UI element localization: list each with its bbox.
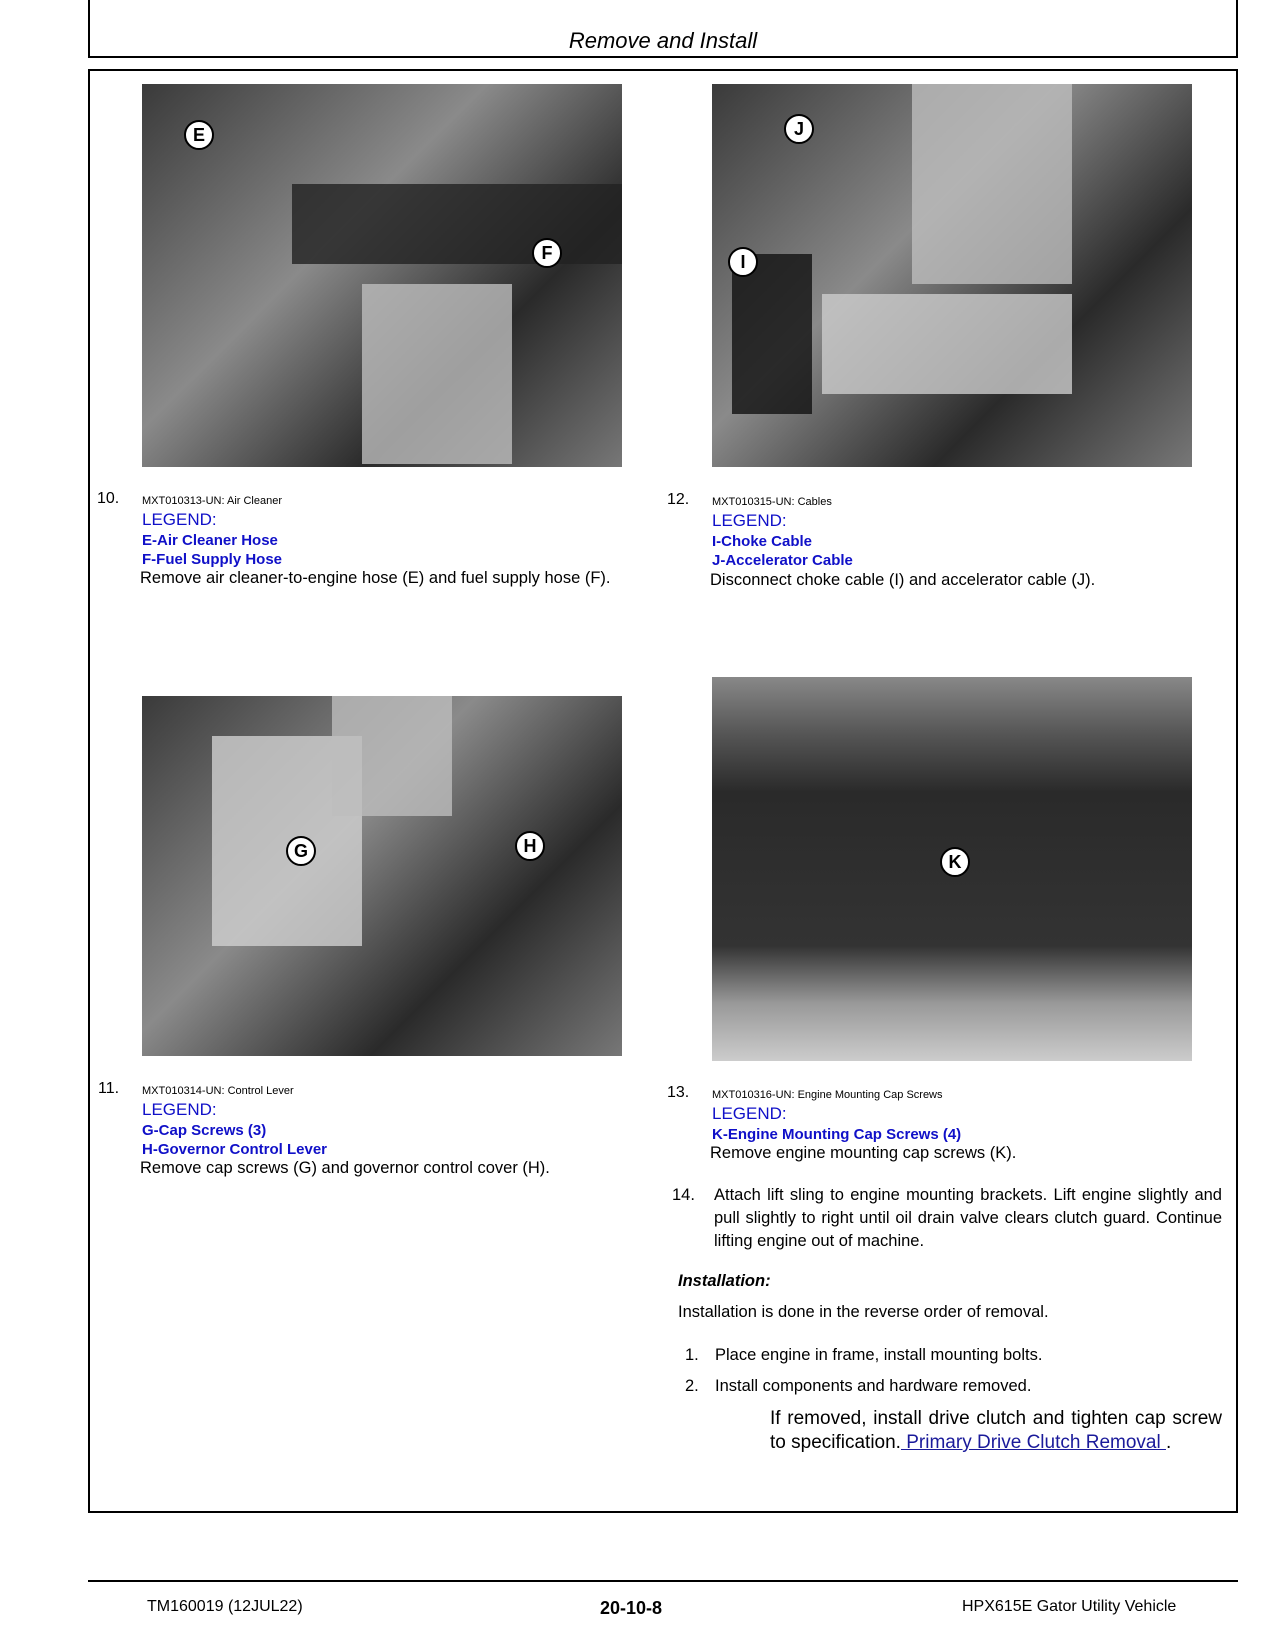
photo-air-cleaner bbox=[142, 84, 622, 467]
callout-k: K bbox=[940, 847, 970, 877]
page-title: Remove and Install bbox=[568, 28, 758, 53]
legend-item: E-Air Cleaner Hose bbox=[142, 532, 278, 549]
figure-caption: MXT010315-UN: Cables bbox=[712, 496, 832, 508]
step-text: Disconnect choke cable (I) and accelerator cable (J). bbox=[710, 571, 1096, 589]
callout-j: J bbox=[784, 114, 814, 144]
header-box bbox=[88, 0, 1238, 58]
primary-drive-clutch-link[interactable]: Primary Drive Clutch Removal bbox=[900, 1432, 1166, 1453]
callout-h: H bbox=[515, 831, 545, 861]
footer-product: HPX615E Gator Utility Vehicle bbox=[962, 1598, 1177, 1615]
legend-title: LEGEND: bbox=[142, 510, 217, 529]
list-number: 1. bbox=[685, 1346, 699, 1364]
legend-item: K-Engine Mounting Cap Screws (4) bbox=[712, 1126, 962, 1143]
installation-intro: Installation is done in the reverse order of removal. bbox=[678, 1303, 1049, 1321]
note-end: . bbox=[1165, 1432, 1172, 1453]
step-text: Remove air cleaner-to-engine hose (E) and fuel supply hose (F). bbox=[140, 569, 611, 587]
footer-page-number: 20-10-8 bbox=[600, 1598, 663, 1618]
legend-title: LEGEND: bbox=[712, 511, 787, 530]
note-text: If removed, install drive clutch and tighten cap screw to specification. bbox=[770, 1408, 1222, 1453]
callout-e: E bbox=[184, 120, 214, 150]
step-number: 12. bbox=[667, 491, 690, 508]
photo-cables bbox=[712, 84, 1192, 467]
step-number: 13. bbox=[667, 1084, 690, 1101]
installation-heading: Installation: bbox=[678, 1272, 771, 1290]
callout-i: I bbox=[728, 247, 758, 277]
legend-item: G-Cap Screws (3) bbox=[142, 1122, 267, 1139]
step-number: 14. bbox=[672, 1186, 695, 1204]
legend-title: LEGEND: bbox=[712, 1104, 787, 1123]
photo-mounting-cap-screws bbox=[712, 677, 1192, 1061]
figure-caption: MXT010313-UN: Air Cleaner bbox=[142, 495, 283, 507]
list-item: Install components and hardware removed. bbox=[715, 1377, 1032, 1395]
photo-control-lever bbox=[142, 696, 622, 1056]
legend-item: H-Governor Control Lever bbox=[142, 1141, 328, 1158]
step-text: Attach lift sling to engine mounting brackets. Lift engine slightly and pull slightly to right until oil drain valve clears clutch guard. Continue lifting engine out of machine. bbox=[714, 1186, 1222, 1250]
callout-g: G bbox=[286, 836, 316, 866]
legend-item: I-Choke Cable bbox=[712, 533, 813, 550]
list-item: Place engine in frame, install mounting bolts. bbox=[715, 1346, 1043, 1364]
step-text: Remove engine mounting cap screws (K). bbox=[710, 1144, 1017, 1162]
legend-title: LEGEND: bbox=[142, 1100, 217, 1119]
figure-caption: MXT010314-UN: Control Lever bbox=[142, 1085, 294, 1097]
step-number: 11. bbox=[98, 1080, 120, 1097]
legend-item: F-Fuel Supply Hose bbox=[142, 551, 283, 568]
callout-f: F bbox=[532, 238, 562, 268]
legend-item: J-Accelerator Cable bbox=[712, 552, 853, 569]
step-text: Remove cap screws (G) and governor control cover (H). bbox=[140, 1159, 550, 1177]
list-number: 2. bbox=[685, 1377, 699, 1395]
installation-note bbox=[770, 1407, 1222, 1455]
footer-doc-id: TM160019 (12JUL22) bbox=[147, 1598, 303, 1615]
figure-caption: MXT010316-UN: Engine Mounting Cap Screws bbox=[712, 1089, 943, 1101]
footer-divider bbox=[88, 1580, 1238, 1582]
step-number: 10. bbox=[97, 490, 120, 507]
